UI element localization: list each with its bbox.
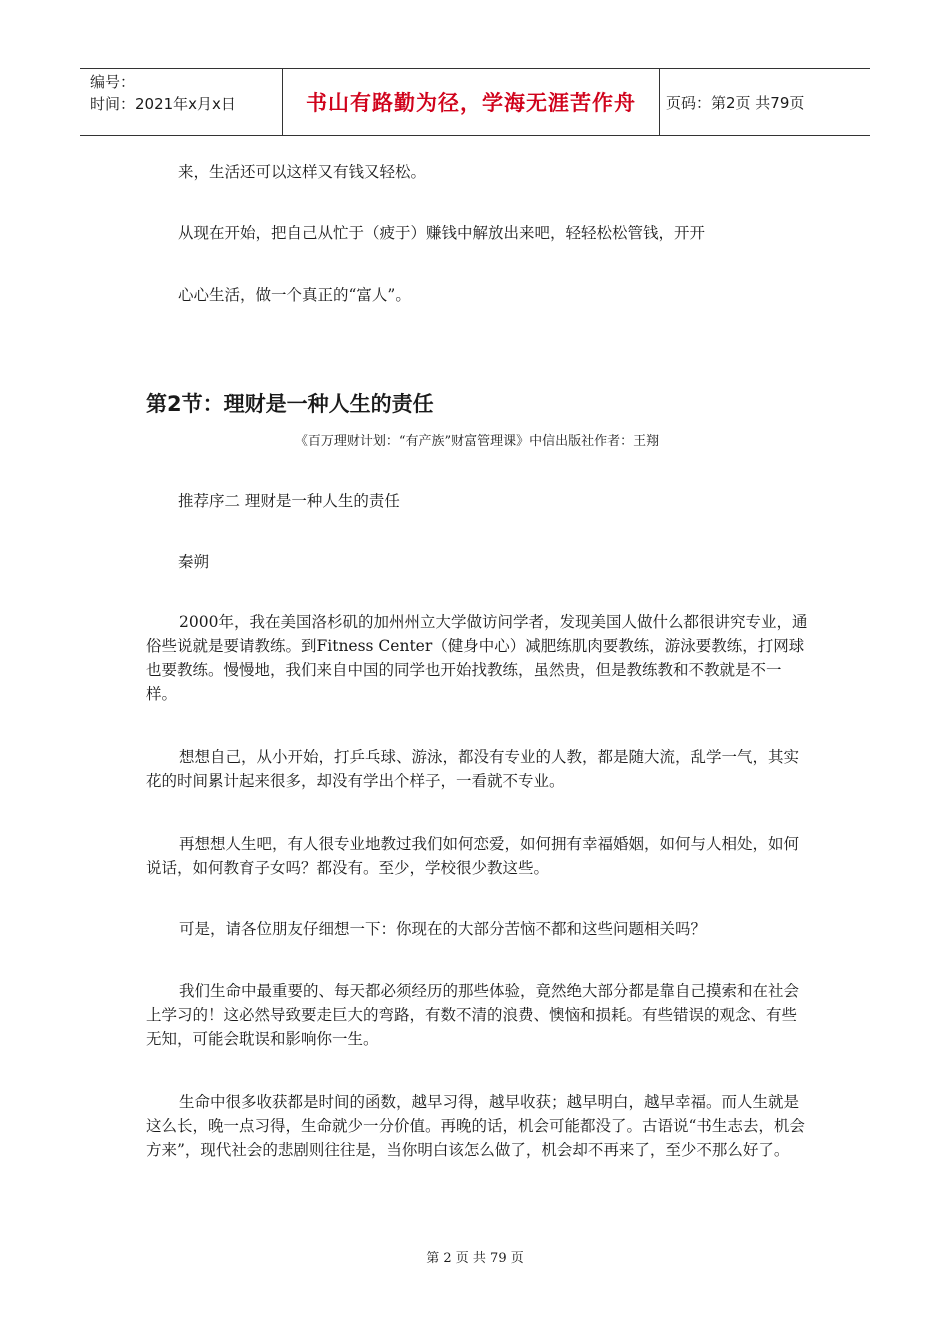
section-source: 《百万理财计划：“有产族”财富管理课》中信出版社作者：王翔 [294, 434, 660, 449]
intro-paragraph-2: 从现在开始，把自己从忙于（疲于）赚钱中解放出来吧，轻轻松松管钱，开开 [178, 224, 706, 242]
body-paragraph-3: 再想想人生吧，有人很专业地教过我们如何恋爱，如何拥有幸福婚姻，如何与人相处，如何说话，如何教育子女吗？都没有。至少，学校很少教这些。 [146, 835, 800, 877]
section-title: 第2节：理财是一种人生的责任 [146, 392, 434, 416]
header-page-label: 页码：第2页 共79页 [666, 93, 805, 112]
header-meta [80, 69, 282, 135]
header-number-label: 编号： [90, 73, 136, 91]
body-paragraph-6: 生命中很多收获都是时间的函数，越早习得，越早收获；越早明白，越早幸福。而人生就是这么长，晚一点习得，生命就少一分价值。再晚的话，机会可能都没了。古语说“书生志去，机会方来”，现代社会的悲剧则往往是，当你明白该怎么做了，机会却不再来了，至少不那么好了。 [146, 1093, 805, 1159]
body-paragraph-2: 想想自己，从小开始，打乒乓球、游泳，都没有专业的人教，都是随大流，乱学一气，其实花的时间累计起来很多，却没有学出个样子，一看就不专业。 [146, 748, 800, 790]
section-subtitle: 推荐序二 理财是一种人生的责任 [178, 492, 400, 510]
intro-paragraph-1: 来，生活还可以这样又有钱又轻松。 [178, 163, 427, 181]
header-motto: 书山有路勤为径，学海无涯苦作舟 [306, 91, 636, 115]
header-time-label: 时间：2021年x月x日 [90, 95, 236, 113]
body-paragraph-5: 我们生命中最重要的、每天都必须经历的那些体验，竟然绝大部分都是靠自己摸索和在社会上学习的！这必然导致要走巨大的弯路，有数不清的浪费、懊恼和损耗。有些错误的观念、有些无知，可能会耽误和影响你一生。 [146, 982, 800, 1048]
page-footer: 第 2 页 共 79 页 [426, 1251, 524, 1266]
intro-paragraph-3: 心心生活，做一个真正的“富人”。 [178, 286, 411, 304]
header-motto-cell [282, 69, 660, 135]
body-paragraph-1: 2000年，我在美国洛杉矶的加州州立大学做访问学者，发现美国人做什么都很讲究专业，通俗些说就是要请教练。到Fitness Center（健身中心）减肥练肌肉要教练，游泳要教练，打网球也要教练。慢慢地，我们来自中国的同学也开始找教练，虽然贵，但是教练教和不教就是不一样。 [146, 613, 808, 703]
section-author: 秦朔 [178, 553, 210, 571]
body-paragraph-4: 可是，请各位朋友仔细想一下：你现在的大部分苦恼不都和这些问题相关吗？ [179, 920, 707, 938]
page-header [80, 68, 870, 136]
